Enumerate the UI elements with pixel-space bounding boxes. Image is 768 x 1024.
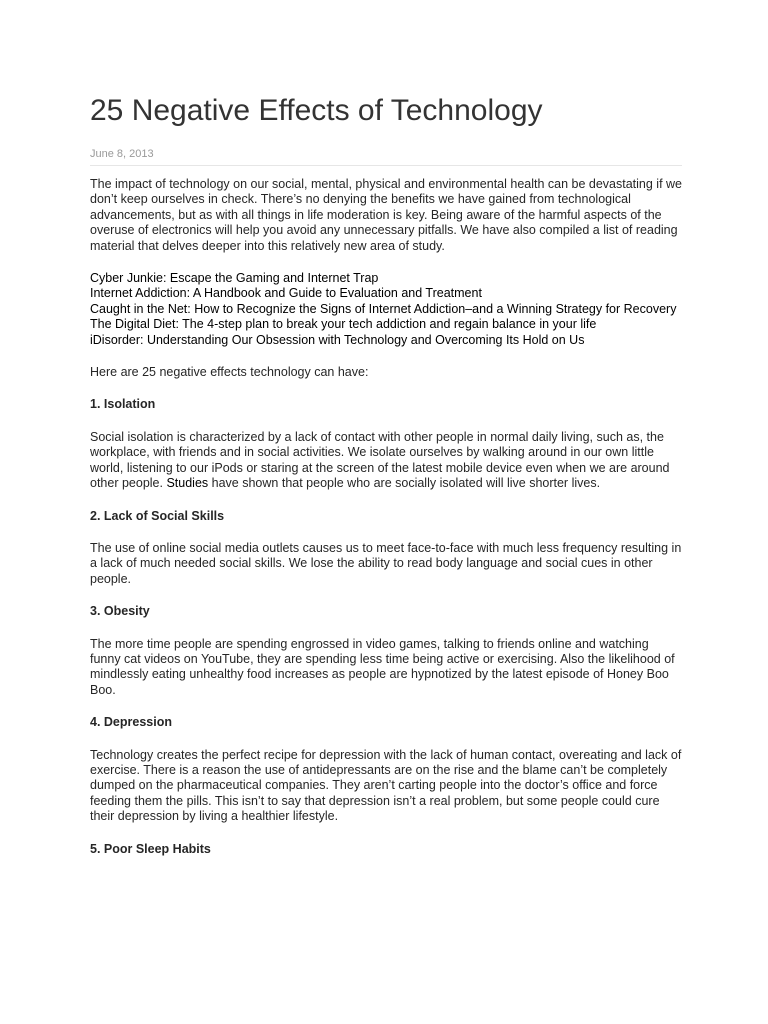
section-body-obesity: The more time people are spending engrossed in video games, talking to friends online and watching funny cat videos on YouTube, they are spending less time being active or exercising. Also the likelihood of mindlessly eating unhealthy food increases as people are hypnotized by the latest episode of Honey Boo Boo.: [90, 636, 675, 697]
section-heading-poor-sleep: 5. Poor Sleep Habits: [90, 841, 211, 856]
book-link-idisorder[interactable]: iDisorder: Understanding Our Obsession with Technology and Overcoming Its Hold on Us: [90, 332, 585, 347]
isolation-text-after: have shown that people who are socially isolated will live shorter lives.: [211, 476, 601, 491]
section-body-depression: Technology creates the perfect recipe for depression with the lack of human contact, overeating and lack of exercise. There is a reason the use of antidepressants are on the rise and the blame can’t be completely dumped on the pharmaceutical companies. They aren’t carting people into the doctor’s office and force feeding them the pills. This isn’t to say that depression isn’t a real problem, but some people could cure their depression by living a healthier lifestyle.: [90, 747, 682, 824]
book-link-cyber-junkie[interactable]: Cyber Junkie: Escape the Gaming and Internet Trap: [90, 271, 379, 286]
section-heading-isolation: 1. Isolation: [90, 397, 156, 412]
article-title: 25 Negative Effects of Technology: [90, 94, 543, 127]
header-divider: [90, 165, 682, 166]
section-body-isolation: [90, 430, 682, 492]
article-body: [90, 177, 682, 874]
list-intro: Here are 25 negative effects technology can have:: [90, 365, 369, 380]
section-heading-obesity: 3. Obesity: [90, 604, 150, 619]
book-link-digital-diet[interactable]: The Digital Diet: The 4-step plan to break your tech addiction and regain balance in your life: [90, 317, 597, 332]
section-heading-depression: 4. Depression: [90, 715, 172, 730]
book-link-internet-addiction[interactable]: Internet Addiction: A Handbook and Guide to Evaluation and Treatment: [90, 286, 482, 301]
article-date: June 8, 2013: [90, 148, 154, 160]
studies-link[interactable]: Studies: [166, 476, 209, 491]
book-link-caught-in-the-net[interactable]: Caught in the Net: How to Recognize the Signs of Internet Addiction–and a Winning Strategy for Recovery: [90, 301, 677, 316]
reading-list: [90, 271, 682, 348]
isolation-text-before: Social isolation is characterized by a lack of contact with other people in normal daily living, such as, the workplace, with friends and in social activities. We isolate ourselves by walking around in our own little world, listening to our iPods or staring at the screen of the latest mobile device even when we are around other people.: [90, 429, 670, 491]
intro-paragraph: The impact of technology on our social, mental, physical and environmental health can be devastating if we don’t keep ourselves in check. There’s no denying the benefits we have gained from technological advancements, but as with all things in life moderation is key. Being aware of the harmful aspects of the overuse of electronics will help you avoid any unnecessary pitfalls. We have also compiled a list of reading material that delves deeper into this relatively new area of study.: [90, 177, 683, 253]
section-heading-social-skills: 2. Lack of Social Skills: [90, 508, 225, 523]
section-body-social-skills: The use of online social media outlets causes us to meet face-to-face with much less frequency resulting in a lack of much needed social skills. We lose the ability to read body language and social cues in other people.: [90, 540, 682, 586]
